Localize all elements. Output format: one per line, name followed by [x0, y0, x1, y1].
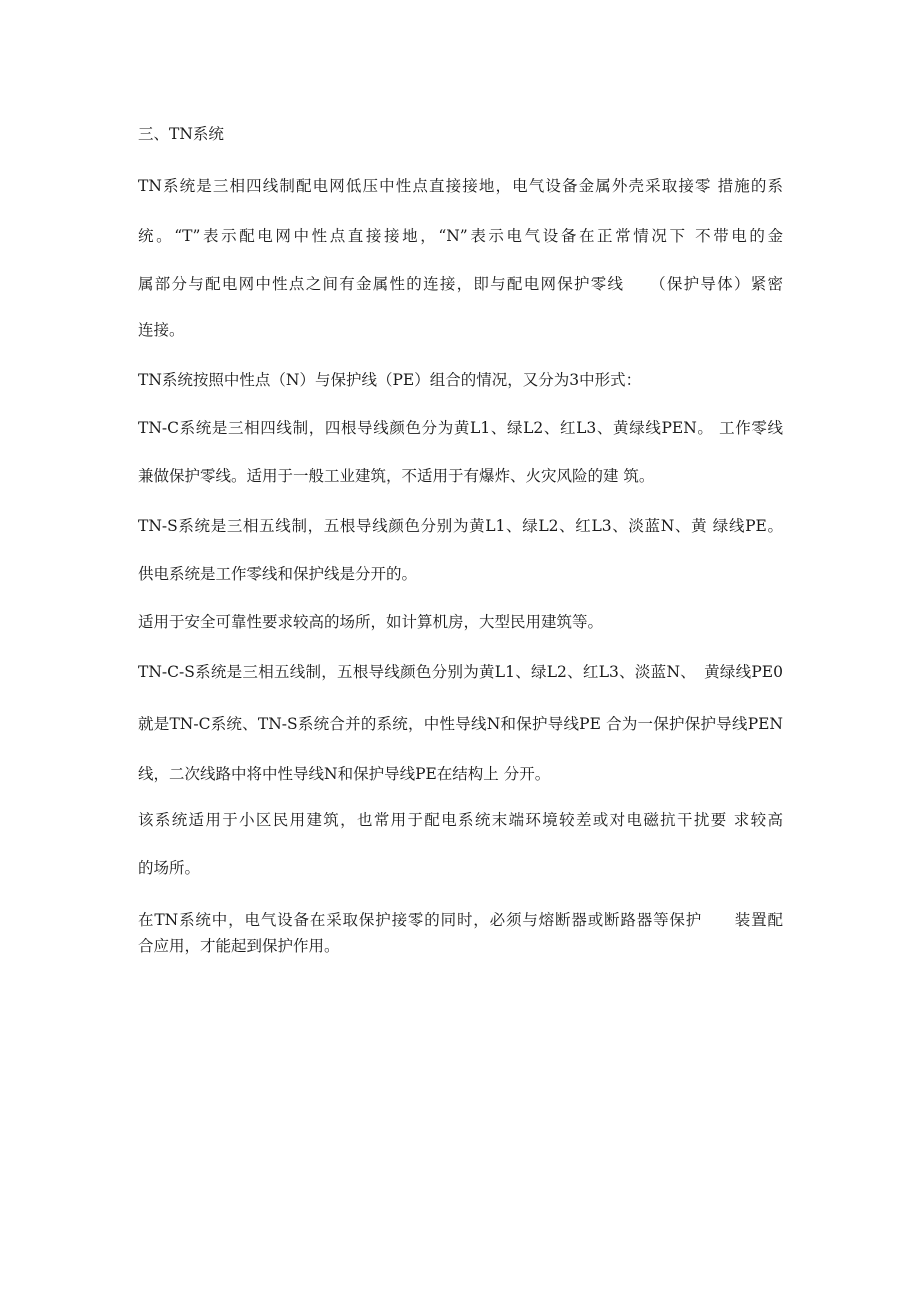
- paragraph-line: 就是TN-C系统、TN-S系统合并的系统，中性导线N和保护导线PE 合为一保护保护导线PEN: [138, 715, 783, 733]
- paragraph-line: 该系统适用于小区民用建筑，也常用于配电系统末端环境较差或对电磁抗干扰要 求较高: [138, 811, 783, 829]
- paragraph-line: 统。“T”表示配电网中性点直接接地，“N”表示电气设备在正常情况下 不带电的金: [138, 227, 783, 245]
- paragraph-line: TN-C系统是三相四线制，四根导线颜色分为黄L1、绿L2、红L3、黄绿线PEN。 工作零线: [138, 419, 783, 437]
- paragraph-line: TN-S系统是三相五线制，五根导线颜色分别为黄L1、绿L2、红L3、淡蓝N、黄 绿线PE。: [138, 517, 783, 535]
- paragraph-line: 合应用，才能起到保护作用。: [138, 937, 340, 955]
- paragraph-line: 属部分与配电网中性点之间有金属性的连接，即与配电网保护零线 （保护导体）紧密: [138, 275, 783, 293]
- paragraph-line: 供电系统是工作零线和保护线是分开的。: [138, 565, 418, 583]
- paragraph-line: TN-C-S系统是三相五线制，五根导线颜色分别为黄L1、绿L2、红L3、淡蓝N、 黄绿线PE0: [138, 663, 783, 681]
- paragraph-line: 在TN系统中，电气设备在采取保护接零的同时，必须与熔断器或断路器等保护 装置配: [138, 911, 783, 929]
- paragraph-line: 连接。: [138, 321, 185, 339]
- paragraph-line: 兼做保护零线。适用于一般工业建筑，不适用于有爆炸、火灾风险的建 筑。: [138, 467, 655, 485]
- section-heading: 三、TN系统: [138, 125, 224, 143]
- paragraph-line: TN系统是三相四线制配电网低压中性点直接接地，电气设备金属外壳采取接零 措施的系: [138, 177, 783, 195]
- paragraph-line: 线，二次线路中将中性导线N和保护导线PE在结构上 分开。: [138, 765, 551, 783]
- paragraph-line: 的场所。: [138, 859, 201, 877]
- paragraph-line: 适用于安全可靠性要求较高的场所，如计算机房，大型民用建筑等。: [138, 613, 604, 631]
- paragraph-line: TN系统按照中性点（N）与保护线（PE）组合的情况，又分为3中形式：: [138, 371, 642, 389]
